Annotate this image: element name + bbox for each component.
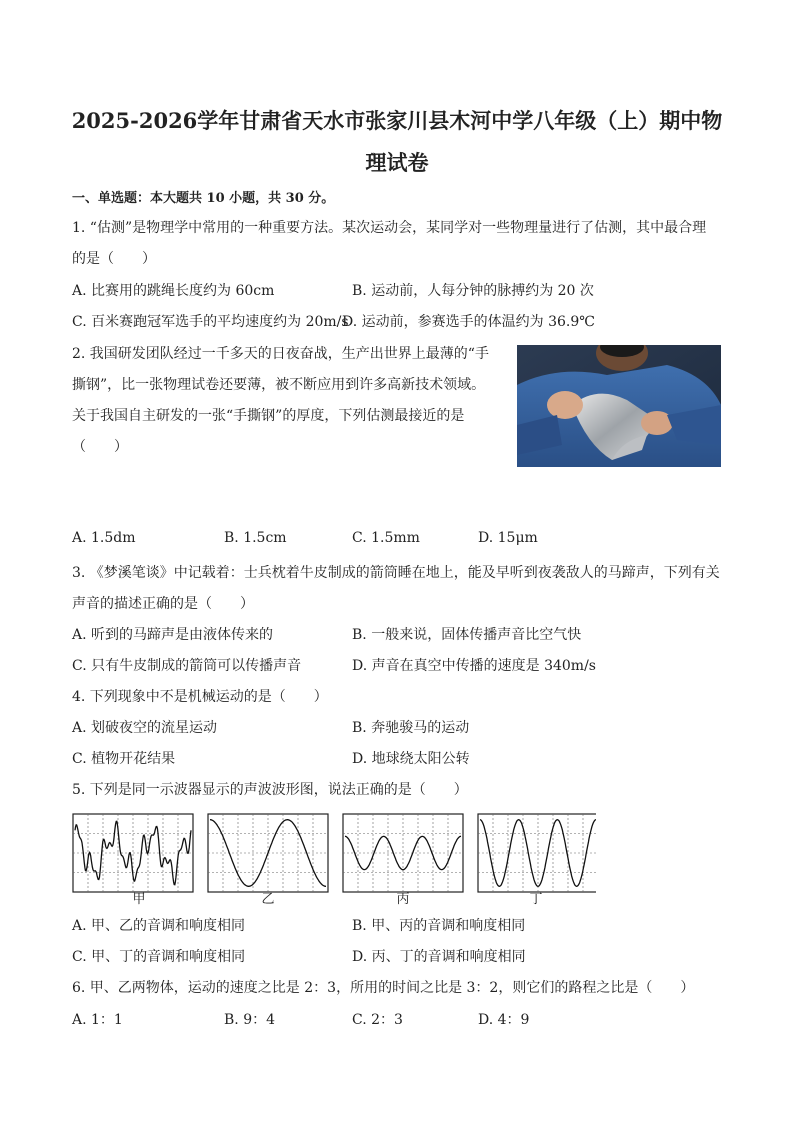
q2-stem-line-2: 撕钢”，比一张物理试卷还要薄，被不断应用到许多高新技术领域。 — [72, 377, 486, 393]
steel-foil-photo — [517, 345, 721, 467]
waveform-panel-jia — [73, 814, 193, 892]
q4-option-d: D. 地球绕太阳公转 — [352, 751, 470, 767]
q3-option-b: B. 一般来说，固体传播声音比空气快 — [352, 627, 582, 643]
q6-stem: 6. 甲、乙两物体，运动的速度之比是 2：3，所用的时间之比是 3：2，则它们的路程之比是（ ） — [72, 980, 695, 996]
waveform-panel-bing — [343, 814, 463, 892]
q4-option-a: A. 划破夜空的流星运动 — [72, 720, 218, 736]
section-heading: 一、单选题：本大题共 10 小题，共 30 分。 — [72, 191, 335, 206]
oscilloscope-waveforms — [72, 804, 596, 904]
q4-option-c: C. 植物开花结果 — [72, 751, 176, 767]
wave-label-bing: 丙 — [396, 892, 410, 907]
q2-option-d: D. 15μm — [478, 530, 538, 546]
q5-option-b: B. 甲、丙的音调和响度相同 — [352, 918, 526, 934]
wave-label-yi: 乙 — [261, 892, 275, 907]
title-line-1: 2025-2026学年甘肃省天水市张家川县木河中学八年级（上）期中物 — [71, 108, 723, 133]
title-line-2: 理试卷 — [365, 150, 429, 175]
exam-title — [60, 100, 734, 184]
q3-option-d: D. 声音在真空中传播的速度是 340m/s — [352, 658, 596, 674]
q4-option-b: B. 奔驰骏马的运动 — [352, 720, 470, 736]
q2-stem-line-4: （ ） — [72, 439, 128, 455]
q5-option-a: A. 甲、乙的音调和响度相同 — [72, 918, 246, 934]
wave-label-jia: 甲 — [132, 892, 146, 907]
q1-option-c: C. 百米赛跑冠军选手的平均速度约为 20m/s — [72, 314, 349, 330]
q2-option-a: A. 1.5dm — [72, 530, 136, 546]
waveform-panel-ding — [478, 814, 596, 892]
wave-label-ding: 丁 — [529, 892, 543, 907]
q2-stem-line-1: 2. 我国研发团队经过一千多天的日夜奋战，生产出世界上最薄的“手 — [72, 346, 489, 362]
q3-stem-line-1: 3. 《梦溪笔谈》中记载着：士兵枕着牛皮制成的箭筒睡在地上，能及早听到夜袭敌人的马蹄声，下列有关 — [72, 565, 720, 581]
q3-stem-line-2: 声音的描述正确的是（ ） — [72, 596, 254, 612]
q1-option-d: D. 运动前，参赛选手的体温约为 36.9℃ — [342, 314, 595, 330]
q6-option-c: C. 2：3 — [352, 1012, 403, 1028]
q2-option-b: B. 1.5cm — [224, 530, 287, 546]
q1-option-b: B. 运动前，人每分钟的脉搏约为 20 次 — [352, 283, 594, 299]
q1-option-a: A. 比赛用的跳绳长度约为 60cm — [72, 283, 275, 299]
q6-option-d: D. 4：9 — [478, 1012, 530, 1028]
q5-stem: 5. 下列是同一示波器显示的声波波形图，说法正确的是（ ） — [72, 782, 468, 798]
q4-stem: 4. 下列现象中不是机械运动的是（ ） — [72, 689, 328, 705]
q3-option-a: A. 听到的马蹄声是由液体传来的 — [72, 627, 274, 643]
q3-option-c: C. 只有牛皮制成的箭筒可以传播声音 — [72, 658, 302, 674]
q6-option-a: A. 1：1 — [72, 1012, 123, 1028]
q5-option-c: C. 甲、丁的音调和响度相同 — [72, 949, 246, 965]
q5-option-d: D. 丙、丁的音调和响度相同 — [352, 949, 526, 965]
waveform-panel-yi — [208, 814, 328, 892]
q2-option-c: C. 1.5mm — [352, 530, 420, 546]
q1-stem-line-2: 的是（ ） — [72, 251, 156, 267]
q1-stem-line-1: 1. “估测”是物理学中常用的一种重要方法。某次运动会，某同学对一些物理量进行了估测，其中最合理 — [72, 220, 707, 236]
q2-stem-line-3: 关于我国自主研发的一张“手撕钢”的厚度，下列估测最接近的是 — [72, 408, 465, 424]
q6-option-b: B. 9：4 — [224, 1012, 276, 1028]
